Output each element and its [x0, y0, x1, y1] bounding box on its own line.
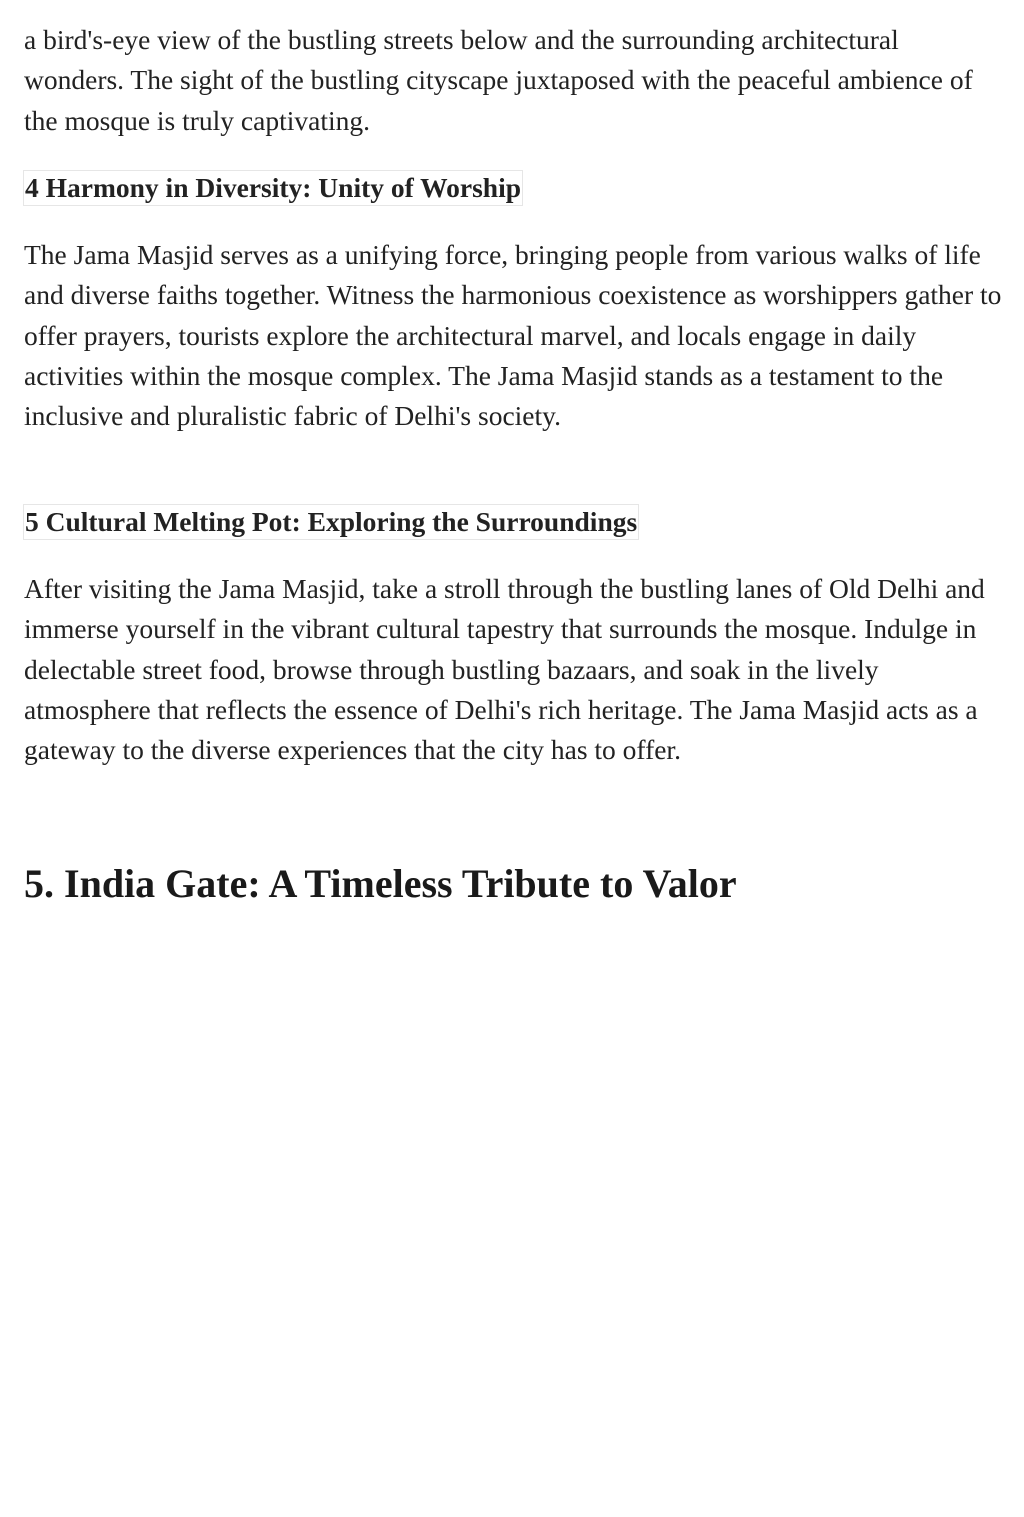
subsection-5-heading-wrapper [23, 504, 639, 540]
subsection-5-heading: 5 Cultural Melting Pot: Exploring the Surroundings [23, 504, 639, 540]
subsection-4-body: The Jama Masjid serves as a unifying force, bringing people from various walks of life and diverse faiths together. Witness the harmonious coexistence as worshippers gather to offer prayers, tourists explore the architectural marvel, and locals engage in daily activities within the mosque complex. The Jama Masjid stands as a testament to the inclusive and pluralistic fabric of Delhi's society. [24, 239, 1002, 432]
next-section-title: 5. India Gate: A Timeless Tribute to Valor [24, 861, 737, 906]
intro-paragraph: a bird's-eye view of the bustling streets below and the surrounding architectural wonders. The sight of the bustling cityscape juxtaposed with the peaceful ambience of the mosque is truly captivating. [24, 24, 973, 136]
subsection-5-body: After visiting the Jama Masjid, take a stroll through the bustling lanes of Old Delhi and immerse yourself in the vibrant cultural tapestry that surrounds the mosque. Indulge in delectable street food, browse through bustling bazaars, and soak in the lively atmosphere that reflects the essence of Delhi's rich heritage. The Jama Masjid acts as a gateway to the diverse experiences that the city has to offer. [24, 573, 985, 766]
subsection-4-heading-wrapper [23, 170, 523, 206]
subsection-4-heading: 4 Harmony in Diversity: Unity of Worship [23, 170, 523, 206]
